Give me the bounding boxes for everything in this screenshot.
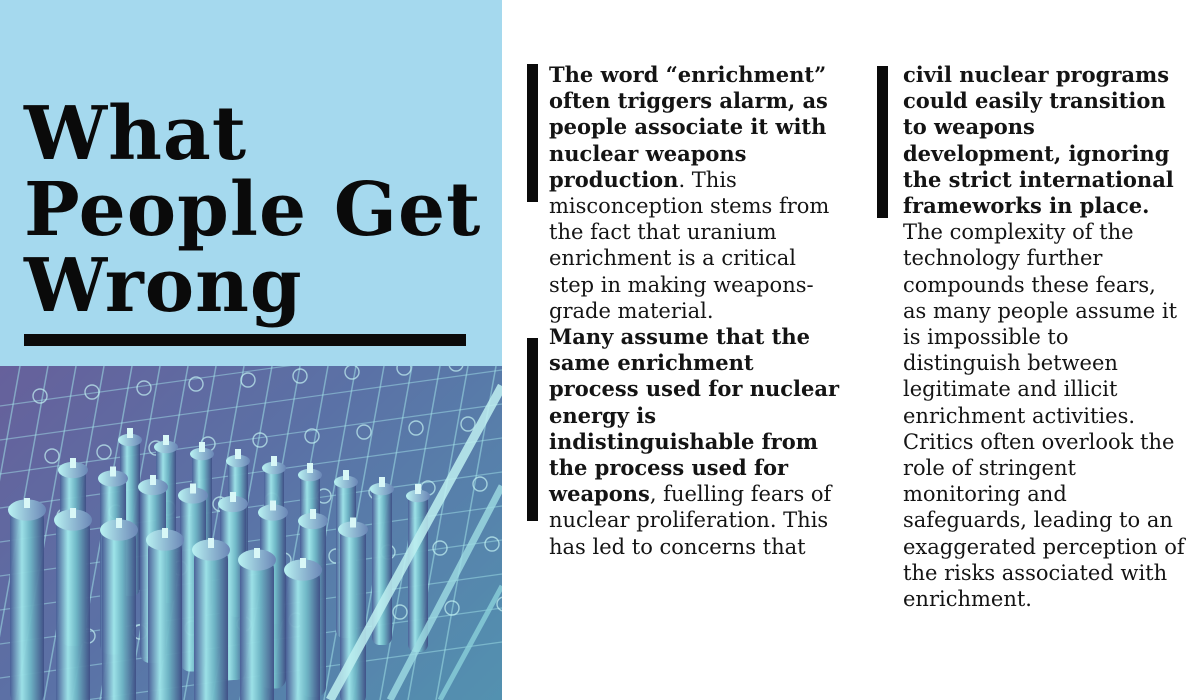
centrifuge-valve — [116, 518, 122, 528]
title-line-1: What — [24, 91, 248, 177]
centrifuge-valve — [70, 508, 76, 518]
centrifuge-valve — [230, 492, 236, 502]
paragraph-1 — [549, 62, 841, 324]
paragraph-1-emphasis: The word “enrichment” often triggers alarm, as people associate it with nuclear weapons production — [549, 62, 828, 192]
centrifuge-valve — [343, 470, 349, 480]
centrifuge-valve — [190, 484, 196, 494]
centrifuge-valve — [70, 458, 76, 468]
centrifuge-valve — [271, 456, 277, 466]
centrifuge-valve — [270, 501, 276, 511]
paragraph-2-emphasis: Many assume that the same enrichment process used for nuclear energy is indistinguishable from the process used for weapons — [549, 324, 840, 507]
centrifuge-valve — [254, 548, 260, 558]
quote-bar-1 — [527, 64, 538, 202]
paragraph-2 — [549, 324, 841, 560]
centrifuge-tube — [102, 526, 136, 700]
centrifuge-tube — [194, 546, 228, 700]
paragraph-3 — [903, 62, 1185, 612]
text-column-2 — [903, 62, 1185, 612]
paragraph-3-emphasis: civil nuclear programs could easily transition to weapons development, ignoring the strict international frameworks in place. — [903, 62, 1174, 219]
centrifuge-valve — [307, 463, 313, 473]
centrifuge-photo — [0, 366, 502, 700]
paragraph-2-body: , fuelling fears of nuclear proliferation. This has led to concerns that — [549, 482, 832, 559]
centrifuge-tube — [286, 566, 320, 700]
centrifuge-valve — [110, 467, 116, 477]
centrifuge-illustration — [0, 366, 502, 700]
centrifuge-tube — [56, 516, 90, 700]
title-line-3: Wrong — [24, 243, 303, 329]
centrifuge-valve — [163, 435, 169, 445]
centrifuge-valve — [208, 538, 214, 548]
title-line-2: People Get — [24, 167, 482, 253]
centrifuge-valve — [162, 528, 168, 538]
centrifuge-valve — [415, 484, 421, 494]
centrifuge-tube — [10, 506, 44, 700]
centrifuge-valve — [199, 442, 205, 452]
title-panel — [0, 0, 502, 366]
centrifuge-valve — [300, 558, 306, 568]
centrifuge-tube — [240, 556, 274, 700]
page-title — [24, 91, 494, 329]
centrifuge-tube — [148, 536, 182, 700]
centrifuge-valve — [310, 509, 316, 519]
centrifuge-valve — [24, 498, 30, 508]
paragraph-1-body: . This misconception stems from the fact that uranium enrichment is a critical step in making weapons-grade material. — [549, 167, 830, 323]
text-column-1 — [549, 62, 841, 560]
centrifuge-valve — [379, 477, 385, 487]
quote-bar-3 — [877, 66, 888, 218]
centrifuge-valve — [150, 475, 156, 485]
centrifuge-valve — [235, 449, 241, 459]
quote-bar-2 — [527, 338, 538, 521]
centrifuge-valve — [127, 428, 133, 438]
paragraph-3-body: The complexity of the technology further compounds these fears, as many people assume it is impossible to distinguish between legitimate and illicit enrichment activities. Critics often overlook the role of stringent monitoring and safeguards, leading to an exaggerated perception of the risks associated with enrichment. — [903, 220, 1185, 612]
centrifuge-valve — [350, 518, 356, 528]
title-underline-rule — [24, 334, 466, 346]
